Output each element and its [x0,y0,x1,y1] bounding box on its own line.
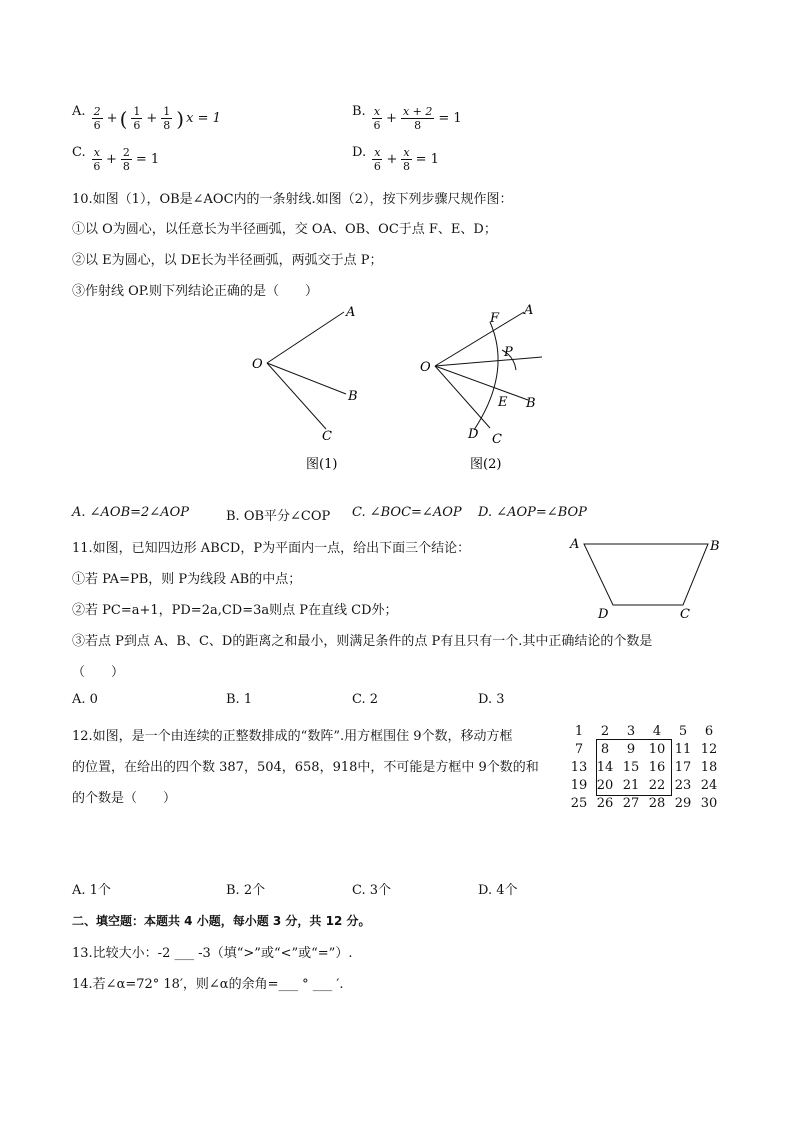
q10-option-d: D. ∠AOP=∠BOP [478,505,587,520]
grid-cell: 7 [574,742,584,757]
q9-option-b: B. $\frac{x}{6}$ + $\frac{x + 2}{8}$ = 1 [352,104,462,132]
fraction: $\frac{x}{8}$ [402,146,410,173]
section-heading: 二、填空题：本题共 4 小题，每小题 3 分，共 12 分。 [72,914,371,928]
ray-op [435,357,542,366]
fraction: $\frac{1}{8}$ [163,105,171,132]
q11-line4: ③若点 P到点 A、B、C、D的距离之和最小，则满足条件的点 P有且只有一个.其中正确结论的个数是 [72,634,653,649]
q10-line4: ③作射线 OP.则下列结论正确的是（ ） [72,284,319,299]
grid-cell: 2 [600,724,610,739]
grid-cell: 26 [596,796,614,811]
figure-caption: 图(2) [470,457,502,472]
label-b: B [710,539,720,554]
q11-option-b: B. 1 [226,692,253,707]
ray-oa [267,312,344,363]
grid-cell: 21 [622,778,640,793]
grid-cell: 6 [704,724,714,739]
label-o: O [420,360,431,375]
q12-option-d: D. 4个 [478,883,518,898]
label-e: E [498,395,508,410]
q11-option-a: A. 0 [72,692,98,707]
label-a: A [346,305,356,320]
grid-cell: 29 [674,796,692,811]
grid-cell: 30 [700,796,718,811]
label-a: A [570,537,580,552]
q10-line2: ①以 O为圆心，以任意长为半径画弧，交 OA、OB、OC于点 F、E、D； [72,222,497,237]
q13-text: 13.比较大小：-2 ___ -3（填“>”或“<”或“=”）. [72,946,353,961]
q14-text: 14.若∠α=72° 18′，则∠α的余角=___ ° ___ ′. [72,977,344,992]
grid-cell: 9 [626,742,636,757]
label-c: C [680,607,690,622]
q10-option-c: C. ∠BOC=∠AOP [352,505,462,520]
q10-figure-1 [240,300,380,480]
q12-option-c: C. 3个 [352,883,392,898]
grid-cell: 23 [674,778,692,793]
q11-line5: （ ） [72,665,125,680]
q12-option-a: A. 1个 [72,883,111,898]
grid-cell: 11 [674,742,692,757]
label-a: A [524,303,534,318]
grid-cell: 27 [622,796,640,811]
grid-cell: 20 [596,778,614,793]
q11-option-c: C. 2 [352,692,379,707]
ray-ob [267,363,346,394]
grid-cell: 28 [648,796,666,811]
q10-option-a: A. ∠AOB=2∠AOP [72,505,189,520]
q9-option-c: C. $\frac{x}{6}$ + $\frac{2}{8}$ = 1 [72,145,160,173]
trapezoid-abcd [584,544,708,605]
label-o: O [252,357,263,372]
fraction: $\frac{x}{6}$ [93,146,101,173]
grid-cell: 22 [648,778,666,793]
q10-figure-2 [418,300,558,480]
label-c: C [492,432,502,447]
figure-caption: 图(1) [306,457,338,472]
ray-oc [267,363,326,429]
q11-line1: 11.如图，已知四边形 ABCD，P为平面内一点，给出下面三个结论： [72,541,471,556]
q12-option-b: B. 2个 [226,883,266,898]
label-b: B [526,396,536,411]
grid-cell: 24 [700,778,718,793]
q10-line1: 10.如图（1），OB是∠AOC内的一条射线.如图（2），按下列步骤尺规作图： [72,192,513,207]
label-c: C [322,429,332,444]
grid-cell: 25 [570,796,588,811]
fraction: $\frac{2}{6}$ [93,105,101,132]
q11-option-d: D. 3 [478,692,505,707]
q9-option-a: A. $\frac{2}{6}$ + ( $\frac{1}{6}$ + $\frac{1}{8}$ ) x = 1 [72,104,221,132]
grid-cell: 5 [678,724,688,739]
grid-cell: 19 [570,778,588,793]
grid-cell: 4 [652,724,662,739]
q11-line3: ②若 PC=a+1，PD=2a,CD=3a则点 P在直线 CD外； [72,603,398,618]
q12-line1: 12.如图，是一个由连续的正整数排成的“数阵”.用方框围住 9个数，移动方框 [72,729,513,744]
fraction: $\frac{1}{6}$ [133,105,141,132]
q9-option-d: D. $\frac{x}{6}$ + $\frac{x}{8}$ = 1 [352,145,439,173]
label-b: B [348,389,358,404]
grid-cell: 8 [600,742,610,757]
grid-cell: 3 [626,724,636,739]
grid-cell: 12 [700,742,718,757]
grid-cell: 14 [596,760,614,775]
label-d: D [468,427,479,442]
selection-box [596,739,672,796]
grid-cell: 15 [622,760,640,775]
q10-line3: ②以 E为圆心，以 DE长为半径画弧，两弧交于点 P； [72,253,383,268]
q11-trapezoid-figure [566,532,726,622]
grid-cell: 13 [570,760,588,775]
fraction: $\frac{x}{6}$ [373,105,381,132]
grid-cell: 17 [674,760,692,775]
fraction: $\frac{x + 2}{8}$ [402,105,433,132]
label-d: D [598,607,609,622]
q12-line3: 的个数是（ ） [72,791,177,806]
q10-option-b: B. OB平分∠COP [226,509,331,524]
ray-oc [435,366,490,428]
grid-cell: 18 [700,760,718,775]
q12-line2: 的位置，在给出的四个数 387，504，658，918中，不可能是方框中 9个数的和 [72,760,539,775]
grid-cell: 1 [574,724,584,739]
fraction: $\frac{2}{8}$ [122,146,130,173]
fraction: $\frac{x}{6}$ [373,146,381,173]
ray-ob [435,366,528,400]
label-p: P [504,345,513,360]
grid-cell: 16 [648,760,666,775]
q11-line2: ①若 PA=PB，则 P为线段 AB的中点； [72,572,302,587]
grid-cell: 10 [648,742,666,757]
label-f: F [490,311,500,326]
